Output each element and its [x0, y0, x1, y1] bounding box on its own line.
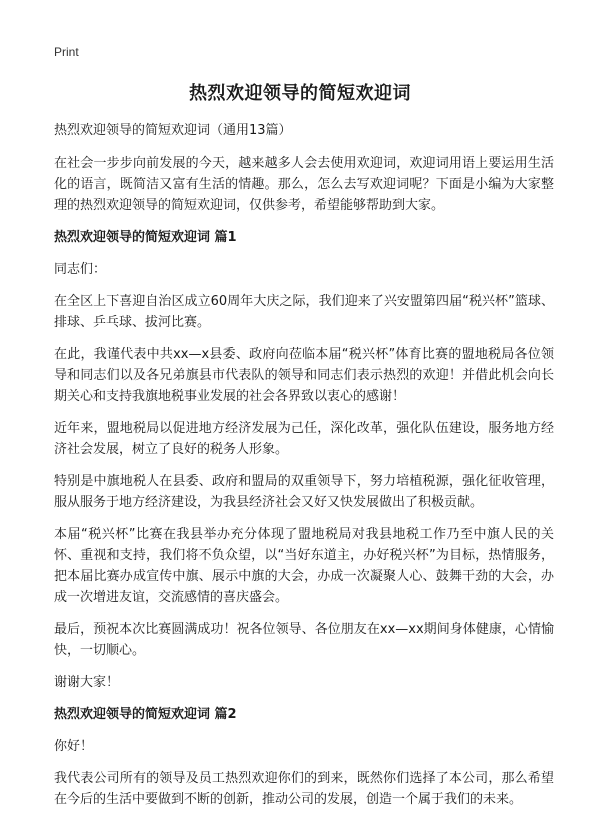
section-1-greeting: 同志们： — [54, 262, 107, 277]
section-1-paragraph-3: 近年来，盟地税局以促进地方经济发展为己任，深化改革，强化队伍建设，服务地方经济社会发展，树立了良好的税务人形象。 — [54, 421, 554, 457]
section-2-heading: 热烈欢迎领导的简短欢迎词 篇2 — [54, 707, 237, 722]
intro-paragraph: 在社会一步步向前发展的今天，越来越多人会去使用欢迎词，欢迎词用语上要运用生活化的语言，既简洁又富有生活的情趣。那么，怎么去写欢迎词呢？下面是小编为大家整理的热烈欢迎领导的简短欢迎词，仅供参考，希望能够帮助到大家。 — [54, 156, 554, 213]
section-2-greeting: 你好！ — [54, 739, 94, 754]
page-title: 热烈欢迎领导的简短欢迎词 — [189, 83, 411, 104]
article-body — [54, 120, 554, 821]
print-link[interactable]: Print — [54, 45, 79, 59]
section-1-paragraph-5: 本届“税兴杯”比赛在我县举办充分体现了盟地税局对我县地税工作乃至中旗人民的关怀、重视和支持，我们将不负众望，以“当好东道主，办好税兴杯”为目标，热情服务，把本届比赛办成宣传中旗、展示中旗的大会，办成一次凝聚人心、鼓舞干劲的大会，办成一次增进友谊，交流感情的喜庆盛会。 — [54, 527, 554, 605]
section-2-paragraph-1: 我代表公司所有的领导及员工热烈欢迎你们的到来，既然你们选择了本公司，那么希望在今后的生活中要做到不断的创新，推动公司的发展，创造一个属于我们的未来。 — [54, 771, 554, 807]
section-1-heading: 热烈欢迎领导的简短欢迎词 篇1 — [54, 230, 237, 245]
section-1-closing: 谢谢大家！ — [54, 675, 120, 690]
section-1-paragraph-6: 最后，预祝本次比赛圆满成功！祝各位领导、各位朋友在xx—xx期间身体健康，心情愉快，一切顺心。 — [54, 622, 554, 658]
section-1-paragraph-2: 在此，我谨代表中共xx—x县委、政府向莅临本届“税兴杯”体育比赛的盟地税局各位领导和同志们以及各兄弟旗县市代表队的领导和同志们表示热烈的欢迎！并借此机会向长期关心和支持我旗地税事业发展的社会各界致以衷心的感谢！ — [54, 347, 554, 404]
article-subtitle: 热烈欢迎领导的简短欢迎词（通用13篇） — [54, 123, 292, 138]
section-1-paragraph-4: 特别是中旗地税人在县委、政府和盟局的双重领导下，努力培植税源，强化征收管理，服从服务于地方经济建设，为我县经济社会又好又快发展做出了积极贡献。 — [54, 474, 554, 510]
section-1-paragraph-1: 在全区上下喜迎自治区成立60周年大庆之际，我们迎来了兴安盟第四届“税兴杯”篮球、排球、乒乓球、拔河比赛。 — [54, 294, 554, 330]
